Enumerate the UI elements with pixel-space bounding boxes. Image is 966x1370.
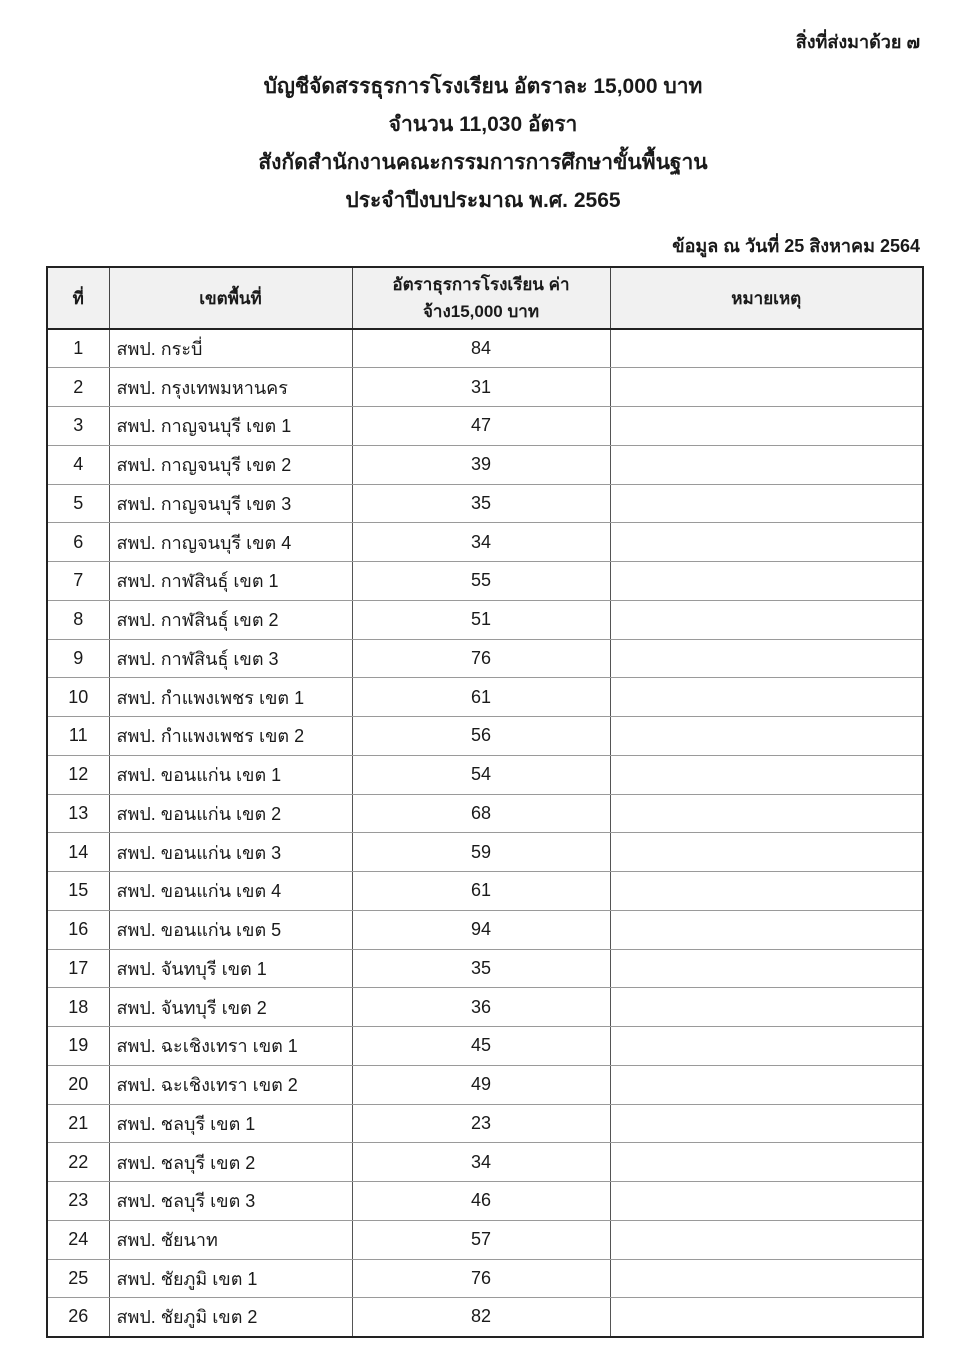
row-number-cell: 5 — [47, 484, 109, 523]
allocation-value-cell: 49 — [352, 1065, 610, 1104]
table-row — [47, 329, 923, 368]
allocation-value-cell: 34 — [352, 523, 610, 562]
district-name-cell: สพป. จันทบุรี เขต 2 — [109, 988, 352, 1027]
remark-cell — [610, 910, 923, 949]
table-row — [47, 1220, 923, 1259]
table-row — [47, 1298, 923, 1337]
row-number-cell: 16 — [47, 910, 109, 949]
document-subtitle-agency: สังกัดสำนักงานคณะกรรมการการศึกษาขั้นพื้นฐาน — [258, 151, 708, 174]
table-row — [47, 872, 923, 911]
remark-cell — [610, 678, 923, 717]
district-name-cell: สพป. ชัยภูมิ เขต 1 — [109, 1259, 352, 1298]
document-title: บัญชีจัดสรรธุรการโรงเรียน อัตราละ 15,000 บาท — [263, 75, 703, 98]
remark-cell — [610, 949, 923, 988]
row-number-cell: 22 — [47, 1143, 109, 1182]
row-number-cell: 24 — [47, 1220, 109, 1259]
row-number-cell: 8 — [47, 600, 109, 639]
table-header-row — [47, 267, 923, 329]
remark-cell — [610, 484, 923, 523]
row-number-cell: 17 — [47, 949, 109, 988]
allocation-value-cell: 56 — [352, 717, 610, 756]
allocation-value-cell: 23 — [352, 1104, 610, 1143]
table-row — [47, 1027, 923, 1066]
district-name-cell: สพป. กระบี่ — [109, 329, 352, 368]
row-number-cell: 15 — [47, 872, 109, 911]
table-row — [47, 678, 923, 717]
document-subtitle-count: จำนวน 11,030 อัตรา — [388, 113, 578, 136]
attachment-note: สิ่งที่ส่งมาด้วย ๗ — [795, 32, 920, 52]
document-subtitle-fiscal-year: ประจำปีงบประมาณ พ.ศ. 2565 — [345, 189, 621, 212]
district-name-cell: สพป. จันทบุรี เขต 1 — [109, 949, 352, 988]
table-row — [47, 755, 923, 794]
district-name-cell: สพป. ชลบุรี เขต 1 — [109, 1104, 352, 1143]
district-name-cell: สพป. ขอนแก่น เขต 3 — [109, 833, 352, 872]
district-name-cell: สพป. กำแพงเพชร เขต 1 — [109, 678, 352, 717]
remark-cell — [610, 717, 923, 756]
district-name-cell: สพป. ขอนแก่น เขต 1 — [109, 755, 352, 794]
remark-cell — [610, 988, 923, 1027]
district-name-cell: สพป. กาญจนบุรี เขต 2 — [109, 445, 352, 484]
remark-cell — [610, 872, 923, 911]
allocation-value-cell: 35 — [352, 949, 610, 988]
allocation-value-cell: 34 — [352, 1143, 610, 1182]
allocation-value-cell: 51 — [352, 600, 610, 639]
remark-cell — [610, 755, 923, 794]
remark-cell — [610, 1298, 923, 1337]
row-number-cell: 19 — [47, 1027, 109, 1066]
allocation-value-cell: 47 — [352, 407, 610, 446]
allocation-value-cell: 94 — [352, 910, 610, 949]
row-number-cell: 7 — [47, 562, 109, 601]
col-header-district: เขตพื้นที่ — [109, 267, 352, 329]
district-name-cell: สพป. กาญจนบุรี เขต 3 — [109, 484, 352, 523]
title-block — [0, 68, 966, 220]
table-header — [47, 267, 923, 329]
row-number-cell: 3 — [47, 407, 109, 446]
table-row — [47, 407, 923, 446]
row-number-cell: 1 — [47, 329, 109, 368]
allocation-value-cell: 76 — [352, 1259, 610, 1298]
allocation-value-cell: 68 — [352, 794, 610, 833]
table-row — [47, 523, 923, 562]
table-row — [47, 833, 923, 872]
table-row — [47, 600, 923, 639]
remark-cell — [610, 329, 923, 368]
remark-cell — [610, 1104, 923, 1143]
row-number-cell: 21 — [47, 1104, 109, 1143]
district-name-cell: สพป. กาฬสินธุ์ เขต 1 — [109, 562, 352, 601]
table-row — [47, 445, 923, 484]
remark-cell — [610, 794, 923, 833]
row-number-cell: 10 — [47, 678, 109, 717]
row-number-cell: 23 — [47, 1182, 109, 1221]
allocation-value-cell: 46 — [352, 1182, 610, 1221]
allocation-value-cell: 57 — [352, 1220, 610, 1259]
allocation-value-cell: 45 — [352, 1027, 610, 1066]
row-number-cell: 9 — [47, 639, 109, 678]
remark-cell — [610, 600, 923, 639]
table-body — [47, 329, 923, 1337]
allocation-value-cell: 84 — [352, 329, 610, 368]
data-as-of-note: ข้อมูล ณ วันที่ 25 สิงหาคม 2564 — [672, 236, 920, 256]
district-name-cell: สพป. กาญจนบุรี เขต 4 — [109, 523, 352, 562]
row-number-cell: 18 — [47, 988, 109, 1027]
district-name-cell: สพป. ชัยภูมิ เขต 2 — [109, 1298, 352, 1337]
district-name-cell: สพป. ชลบุรี เขต 3 — [109, 1182, 352, 1221]
district-name-cell: สพป. กาญจนบุรี เขต 1 — [109, 407, 352, 446]
allocation-table — [46, 266, 924, 1338]
table-row — [47, 717, 923, 756]
table-row — [47, 794, 923, 833]
allocation-value-cell: 59 — [352, 833, 610, 872]
remark-cell — [610, 1182, 923, 1221]
district-name-cell: สพป. ฉะเชิงเทรา เขต 1 — [109, 1027, 352, 1066]
district-name-cell: สพป. กาฬสินธุ์ เขต 2 — [109, 600, 352, 639]
remark-cell — [610, 1220, 923, 1259]
remark-cell — [610, 1065, 923, 1104]
allocation-value-cell: 39 — [352, 445, 610, 484]
table-row — [47, 484, 923, 523]
district-name-cell: สพป. กำแพงเพชร เขต 2 — [109, 717, 352, 756]
row-number-cell: 6 — [47, 523, 109, 562]
row-number-cell: 2 — [47, 368, 109, 407]
allocation-value-cell: 36 — [352, 988, 610, 1027]
district-name-cell: สพป. ฉะเชิงเทรา เขต 2 — [109, 1065, 352, 1104]
allocation-value-cell: 55 — [352, 562, 610, 601]
table-row — [47, 1182, 923, 1221]
district-name-cell: สพป. ชัยนาท — [109, 1220, 352, 1259]
table-row — [47, 1259, 923, 1298]
remark-cell — [610, 445, 923, 484]
remark-cell — [610, 833, 923, 872]
row-number-cell: 11 — [47, 717, 109, 756]
table-row — [47, 1065, 923, 1104]
table-row — [47, 562, 923, 601]
allocation-value-cell: 61 — [352, 872, 610, 911]
table-row — [47, 949, 923, 988]
remark-cell — [610, 1027, 923, 1066]
remark-cell — [610, 407, 923, 446]
allocation-value-cell: 61 — [352, 678, 610, 717]
allocation-value-cell: 76 — [352, 639, 610, 678]
district-name-cell: สพป. กรุงเทพมหานคร — [109, 368, 352, 407]
district-name-cell: สพป. กาฬสินธุ์ เขต 3 — [109, 639, 352, 678]
col-header-no: ที่ — [47, 267, 109, 329]
allocation-value-cell: 82 — [352, 1298, 610, 1337]
allocation-value-cell: 54 — [352, 755, 610, 794]
row-number-cell: 26 — [47, 1298, 109, 1337]
remark-cell — [610, 1143, 923, 1182]
table-row — [47, 1104, 923, 1143]
remark-cell — [610, 368, 923, 407]
table-row — [47, 639, 923, 678]
col-header-remark: หมายเหตุ — [610, 267, 923, 329]
district-name-cell: สพป. ขอนแก่น เขต 4 — [109, 872, 352, 911]
district-name-cell: สพป. ขอนแก่น เขต 2 — [109, 794, 352, 833]
row-number-cell: 20 — [47, 1065, 109, 1104]
allocation-value-cell: 35 — [352, 484, 610, 523]
row-number-cell: 25 — [47, 1259, 109, 1298]
allocation-value-cell: 31 — [352, 368, 610, 407]
row-number-cell: 4 — [47, 445, 109, 484]
remark-cell — [610, 1259, 923, 1298]
district-name-cell: สพป. ขอนแก่น เขต 5 — [109, 910, 352, 949]
table-row — [47, 988, 923, 1027]
row-number-cell: 13 — [47, 794, 109, 833]
col-header-allocation: อัตราธุรการโรงเรียน ค่าจ้าง15,000 บาท — [352, 267, 610, 329]
row-number-cell: 12 — [47, 755, 109, 794]
table-row — [47, 1143, 923, 1182]
remark-cell — [610, 523, 923, 562]
table-row — [47, 368, 923, 407]
table-row — [47, 910, 923, 949]
remark-cell — [610, 639, 923, 678]
row-number-cell: 14 — [47, 833, 109, 872]
district-name-cell: สพป. ชลบุรี เขต 2 — [109, 1143, 352, 1182]
remark-cell — [610, 562, 923, 601]
